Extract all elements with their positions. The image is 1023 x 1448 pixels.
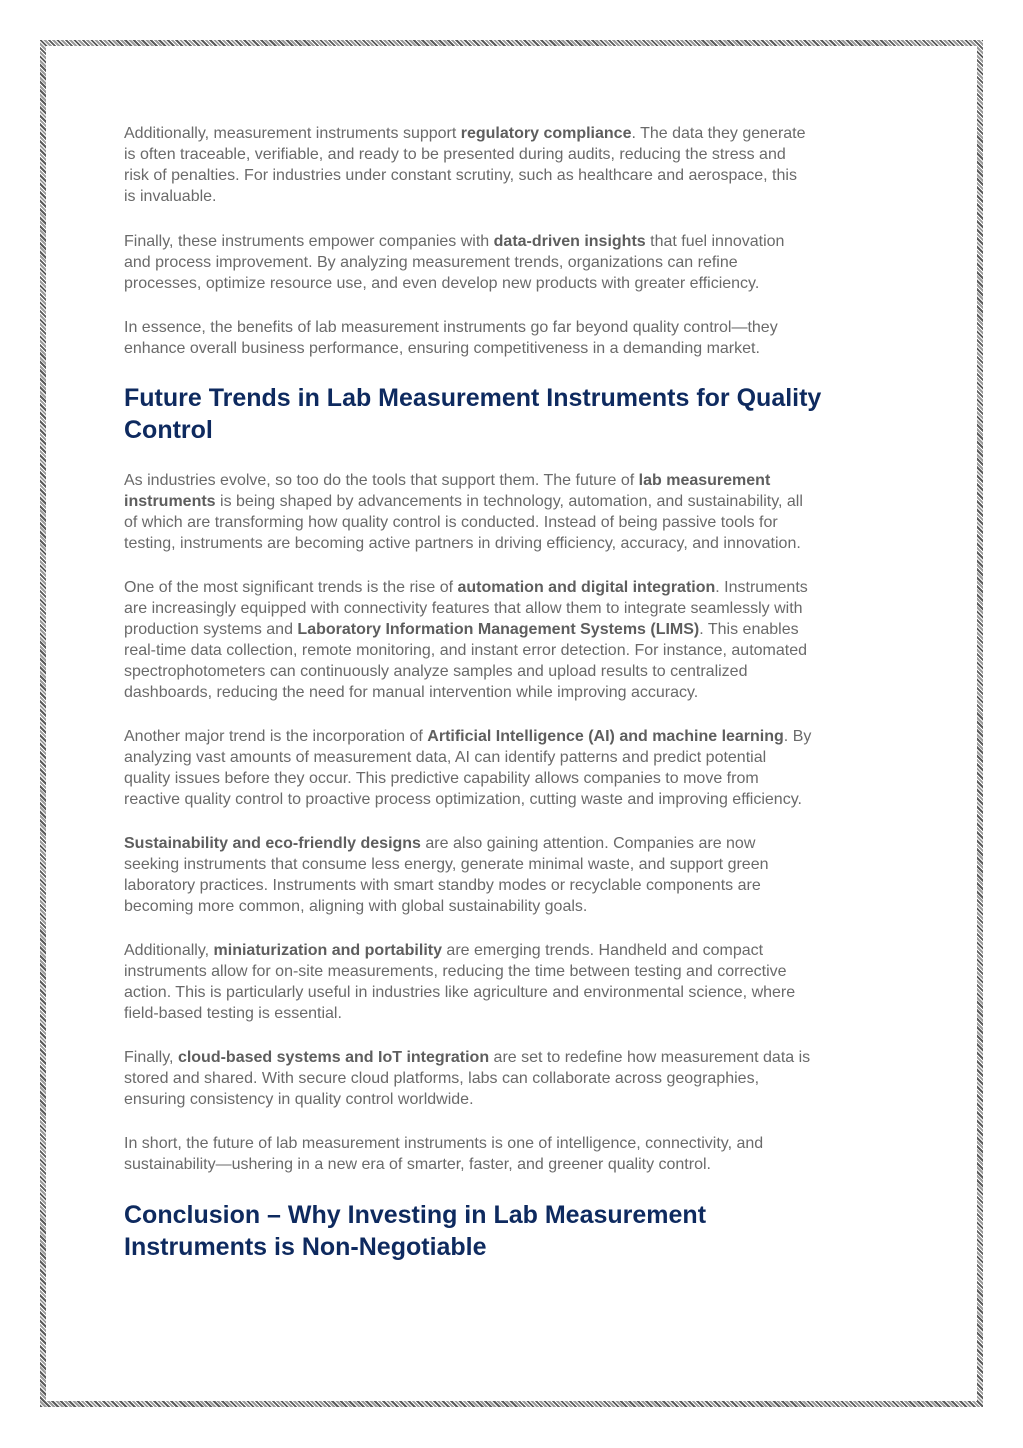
text-line [124, 470, 770, 491]
text-run: . Instruments [715, 579, 808, 596]
text-line [124, 833, 755, 854]
heading-line: Control [124, 416, 213, 444]
text-line [124, 123, 806, 144]
text-run: is being shaped by advancements in technology, automation, and sustainability, all [215, 493, 803, 510]
text-line [124, 768, 759, 789]
text-line [124, 640, 807, 661]
text-line [124, 961, 787, 982]
text-line [124, 491, 803, 512]
text-run: reactive quality control to proactive process optimization, cutting waste and improving efficiency. [124, 791, 802, 808]
bold-phrase: regulatory compliance [460, 125, 632, 142]
text-run: analyzing vast amounts of measurement data, AI can identify patterns and predict potential [124, 749, 767, 766]
text-run: stored and shared. With secure cloud platforms, labs can collaborate across geographies, [124, 1070, 760, 1087]
bold-phrase: miniaturization and portability [213, 942, 442, 959]
text-run: ensuring consistency in quality control worldwide. [124, 1091, 474, 1108]
text-line [124, 982, 795, 1003]
text-line [124, 854, 769, 875]
text-run: testing, instruments are becoming active partners in driving efficiency, accuracy, and innovation. [124, 535, 801, 552]
text-run: of which are transforming how quality control is conducted. Instead of being passive tools for [124, 514, 778, 531]
text-line [124, 512, 778, 533]
text-line [124, 338, 760, 359]
text-run: Finally, [124, 1049, 178, 1066]
text-line [124, 789, 802, 810]
text-run: production systems and [124, 621, 298, 638]
text-run: are emerging trends. Handheld and compact [441, 942, 764, 959]
text-line [124, 1047, 810, 1068]
text-line [124, 619, 799, 640]
text-run: are also gaining attention. Companies are now [420, 835, 756, 852]
text-run: is invaluable. [124, 188, 217, 205]
text-line [124, 1068, 759, 1089]
heading-line: Instruments is Non-Negotiable [124, 1233, 487, 1261]
text-line [124, 533, 801, 554]
text-run: seeking instruments that consume less energy, generate minimal waste, and support green [124, 856, 769, 873]
text-run: are increasingly equipped with connectivity features that allow them to integrate seamlessly with [124, 600, 803, 617]
text-run: and process improvement. By analyzing measurement trends, organizations can refine [124, 254, 738, 271]
text-line [124, 726, 811, 747]
text-run: becoming more common, aligning with global sustainability goals. [124, 898, 588, 915]
text-line [124, 273, 759, 294]
text-run: As industries evolve, so too do the tools that support them. The future of [124, 472, 639, 489]
text-line [124, 598, 803, 619]
bold-phrase: lab measurement [638, 472, 771, 489]
text-line [124, 252, 738, 273]
text-line [124, 1133, 763, 1154]
text-line [124, 317, 778, 338]
text-line [124, 747, 766, 768]
text-run: In short, the future of lab measurement instruments is one of intelligence, connectivity, and [124, 1135, 764, 1152]
text-run: field-based testing is essential. [124, 1005, 342, 1022]
text-line [124, 186, 217, 207]
text-line [124, 1089, 474, 1110]
text-run: . The data they generate [631, 125, 806, 142]
text-run: . This enables [699, 621, 799, 638]
text-run: action. This is particularly useful in industries like agriculture and environmental science, where [124, 984, 796, 1001]
text-line [124, 661, 747, 682]
bold-phrase: cloud-based systems and IoT integration [177, 1049, 490, 1066]
bold-phrase: automation and digital integration [457, 579, 716, 596]
text-run: that fuel innovation [645, 233, 785, 250]
text-line [124, 231, 784, 252]
text-line [124, 682, 698, 703]
text-run: processes, optimize resource use, and even develop new products with greater efficiency. [124, 275, 760, 292]
text-run: risk of penalties. For industries under constant scrutiny, such as healthcare and aerospace, this [124, 167, 797, 184]
text-line [124, 875, 761, 896]
text-run: real-time data collection, remote monitoring, and instant error detection. For instance, automated [124, 642, 808, 659]
bold-phrase: Sustainability and eco-friendly designs [124, 835, 421, 852]
text-line [124, 165, 797, 186]
text-run: Another major trend is the incorporation of [124, 728, 428, 745]
text-run: . By [783, 728, 812, 745]
text-run: One of the most significant trends is the rise of [124, 579, 458, 596]
text-line [124, 1003, 342, 1024]
text-run: is often traceable, verifiable, and ready to be presented during audits, reducing the stress and [124, 146, 786, 163]
bold-phrase: instruments [124, 493, 216, 510]
text-line [124, 577, 808, 598]
text-run: dashboards, reducing the need for manual intervention while improving accuracy. [124, 684, 699, 701]
text-line [124, 1154, 711, 1175]
bold-phrase: Artificial Intelligence (AI) and machine learning [427, 728, 784, 745]
heading-line: Conclusion – Why Investing in Lab Measurement [124, 1201, 707, 1229]
text-line [124, 940, 763, 961]
heading-line: Future Trends in Lab Measurement Instruments for Quality [124, 384, 822, 412]
bold-phrase: data-driven insights [493, 233, 646, 250]
text-line [124, 144, 786, 165]
text-run: enhance overall business performance, ensuring competitiveness in a demanding market. [124, 340, 760, 357]
text-run: are set to redefine how measurement data is [489, 1049, 811, 1066]
text-run: spectrophotometers can continuously analyze samples and upload results to centralized [124, 663, 748, 680]
text-run: sustainability—ushering in a new era of smarter, faster, and greener quality control. [124, 1156, 711, 1173]
text-run: Finally, these instruments empower companies with [124, 233, 494, 250]
text-run: Additionally, [124, 942, 214, 959]
text-run: laboratory practices. Instruments with smart standby modes or recyclable components are [124, 877, 761, 894]
text-run: instruments allow for on-site measurements, reducing the time between testing and corrective [124, 963, 787, 980]
text-run: quality issues before they occur. This predictive capability allows companies to move from [124, 770, 759, 787]
text-run: Additionally, measurement instruments support [124, 125, 461, 142]
bold-phrase: Laboratory Information Management Systems (LIMS) [297, 621, 700, 638]
text-line [124, 896, 587, 917]
text-run: In essence, the benefits of lab measurement instruments go far beyond quality control—they [124, 319, 778, 336]
